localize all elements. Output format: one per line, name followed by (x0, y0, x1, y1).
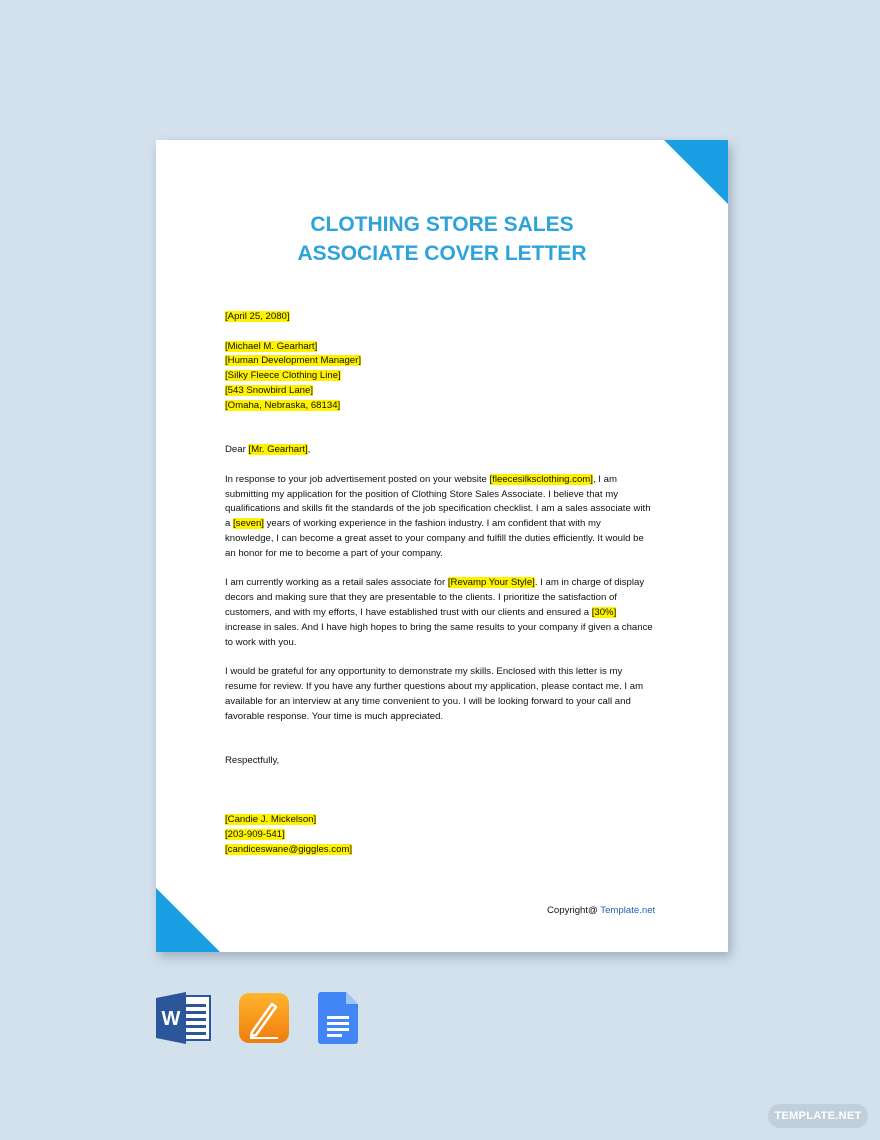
corner-decoration-top-right (664, 140, 728, 204)
recipient-street: [543 Snowbird Lane] (225, 384, 314, 396)
word-icon[interactable] (156, 992, 212, 1049)
recipient-name: [Michael M. Gearhart] (225, 340, 318, 352)
letter-page (156, 140, 728, 952)
title-line-1: CLOTHING STORE SALES (310, 213, 574, 236)
paragraph-2: I am currently working as a retail sales associate for [Revamp Your Style]. I am in charge of display decors and making sure that they are presentable to the clients. I prioritize the satisfaction of customers, and with my efforts, I have established trust with our clients and ensured a [30%] increase in sales. And I have high hopes to bring the same results to your company if given a chance to work with you. (225, 577, 653, 648)
recipient-company: [Silky Fleece Clothing Line] (225, 370, 341, 382)
google-docs-icon[interactable] (318, 992, 358, 1049)
template-net-watermark: TEMPLATE.NET (768, 1104, 868, 1128)
signer-name: [Candie J. Mickelson] (225, 814, 317, 826)
letter-title (156, 210, 728, 268)
copyright-notice: Copyright@ Template.net (547, 905, 656, 916)
years-placeholder: [seven] (233, 518, 264, 530)
recipient-city: [Omaha, Nebraska, 68134] (225, 399, 341, 411)
recipient-title: [Human Development Manager] (225, 355, 361, 367)
corner-decoration-bottom-left (156, 888, 220, 952)
employer-placeholder: [Revamp Your Style] (447, 577, 535, 589)
pages-icon[interactable] (238, 992, 290, 1049)
paragraph-1: In response to your job advertisement posted on your website [fleecesilksclothing.com], I am submitting my application for the position of Clothing Store Sales Associate. I believe that my qualifications and skills fit the standards of the job specification checklist. I am a sales associate with a [seven] years of working experience in the fashion industry. I am confident that with my knowledge, I can become a great asset to your company and fulfill the duties efficiently. It would be an honor for me to become a part of your company. (225, 473, 651, 559)
signer-email: [candiceswane@giggles.com] (225, 843, 353, 855)
signer-phone: [203-909-541] (225, 828, 285, 840)
title-line-2: ASSOCIATE COVER LETTER (297, 242, 587, 265)
copyright-link[interactable]: Template.net (600, 905, 656, 916)
percent-placeholder: [30%] (591, 606, 617, 618)
signature-block (225, 813, 665, 857)
svg-text:W: W (161, 1008, 181, 1030)
letter-body (225, 310, 665, 857)
salutation: Dear [Mr. Gearhart], (225, 444, 311, 456)
website-placeholder: [fleecesilksclothing.com] (489, 473, 593, 485)
paragraph-3: I would be grateful for any opportunity to demonstrate my skills. Enclosed with this letter is my resume for review. If you have any further questions about my application, please contact me. I am available for an interview at any time convenient to you. I will be looking forward to your call and favorable response. Your time is much appreciated. (225, 666, 644, 722)
recipient-block (225, 340, 665, 414)
letter-date: [April 25, 2080] (225, 311, 290, 322)
closing: Respectfully, (225, 754, 280, 766)
